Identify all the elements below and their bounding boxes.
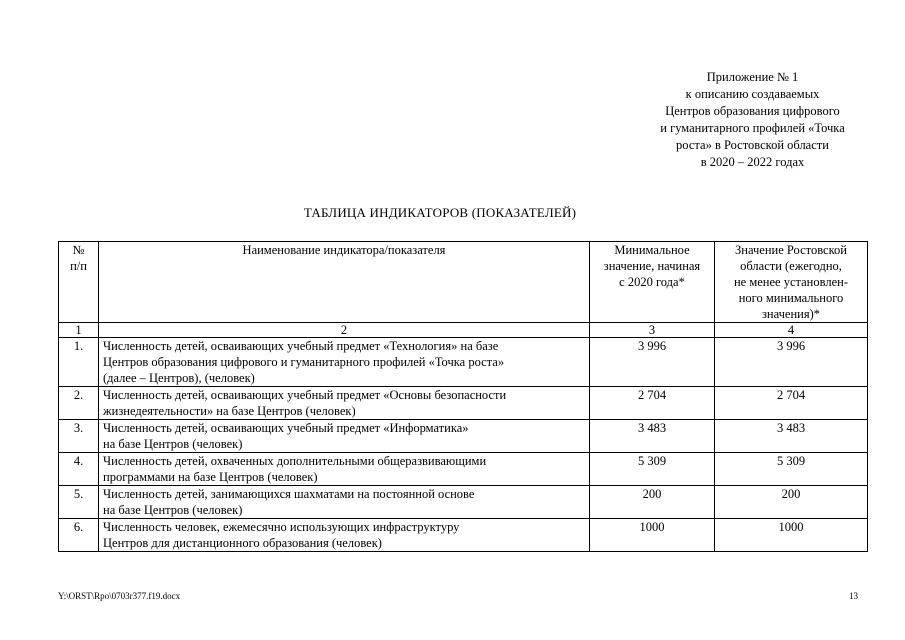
- header-num-line: №: [72, 243, 85, 257]
- row-name: [99, 519, 590, 552]
- column-number: 1: [59, 323, 99, 338]
- column-number: 4: [715, 323, 868, 338]
- row-name-line: Центров образования цифрового и гуманитарного профилей «Точка роста»: [103, 355, 505, 369]
- row-name-line: Численность детей, занимающихся шахматами на постоянной основе: [103, 487, 475, 501]
- row-min-value: 2 704: [590, 387, 715, 420]
- header-min-line: значение, начиная: [603, 259, 701, 273]
- header-rostov: [715, 242, 868, 323]
- table-row: [59, 453, 868, 486]
- footer-page-number: 13: [849, 591, 858, 601]
- header-rostov-line: не менее установлен-: [733, 275, 848, 289]
- row-name-line: Численность детей, осваивающих учебный предмет «Технология» на базе: [103, 339, 499, 353]
- row-num: 6.: [59, 519, 99, 552]
- appendix-line: к описанию создаваемых: [685, 87, 820, 101]
- header-num: [59, 242, 99, 323]
- appendix-line: Приложение № 1: [706, 70, 799, 84]
- indicators-table: [58, 241, 868, 552]
- table-row: [59, 338, 868, 387]
- header-min-line: Минимальное: [614, 243, 690, 257]
- row-num: 1.: [59, 338, 99, 387]
- table-header-row: [59, 242, 868, 323]
- header-name: [99, 242, 590, 323]
- row-rostov-value: 3 483: [715, 420, 868, 453]
- column-number-row: [59, 323, 868, 338]
- row-name-line: на базе Центров (человек): [103, 437, 243, 451]
- appendix-header: [620, 69, 885, 171]
- appendix-line: и гуманитарного профилей «Точка: [660, 121, 845, 135]
- header-rostov-line: ного минимального: [738, 291, 844, 305]
- appendix-line: роста» в Ростовской области: [676, 138, 829, 152]
- row-name-line: жизнедеятельности» на базе Центров (человек): [103, 404, 356, 418]
- row-rostov-value: 3 996: [715, 338, 868, 387]
- footer-file-path: Y:\ORST\Rpo\0703r377.f19.docx: [58, 591, 181, 601]
- row-rostov-value: 5 309: [715, 453, 868, 486]
- row-rostov-value: 200: [715, 486, 868, 519]
- header-num-line: п/п: [70, 259, 87, 273]
- table-row: [59, 387, 868, 420]
- row-min-value: 1000: [590, 519, 715, 552]
- header-rostov-line: значения)*: [761, 307, 821, 321]
- header-name-text: Наименование индикатора/показателя: [242, 243, 446, 257]
- row-min-value: 200: [590, 486, 715, 519]
- row-name: [99, 387, 590, 420]
- row-name-line: Численность детей, охваченных дополнительными общеразвивающими: [103, 454, 487, 468]
- row-rostov-value: 2 704: [715, 387, 868, 420]
- row-name: [99, 420, 590, 453]
- header-rostov-line: области (ежегодно,: [740, 259, 842, 273]
- table-row: [59, 519, 868, 552]
- row-min-value: 3 483: [590, 420, 715, 453]
- column-number: 2: [99, 323, 590, 338]
- column-number: 3: [590, 323, 715, 338]
- header-rostov-line: Значение Ростовской: [735, 243, 847, 257]
- row-num: 5.: [59, 486, 99, 519]
- header-min-line: с 2020 года*: [619, 275, 685, 289]
- row-name-line: Численность детей, осваивающих учебный предмет «Информатика»: [103, 421, 469, 435]
- table-row: [59, 420, 868, 453]
- row-name: [99, 486, 590, 519]
- row-name-line: Численность детей, осваивающих учебный предмет «Основы безопасности: [103, 388, 507, 402]
- table-row: [59, 486, 868, 519]
- table-title: ТАБЛИЦА ИНДИКАТОРОВ (ПОКАЗАТЕЛЕЙ): [303, 205, 577, 220]
- row-num: 3.: [59, 420, 99, 453]
- appendix-line: Центров образования цифрового: [665, 104, 840, 118]
- row-num: 2.: [59, 387, 99, 420]
- row-num: 4.: [59, 453, 99, 486]
- row-name-line: (далее – Центров), (человек): [103, 371, 255, 385]
- header-min: [590, 242, 715, 323]
- row-name-line: Центров для дистанционного образования (человек): [103, 536, 382, 550]
- row-name-line: программами на базе Центров (человек): [103, 470, 318, 484]
- row-name: [99, 453, 590, 486]
- appendix-line: в 2020 – 2022 годах: [700, 155, 805, 169]
- row-rostov-value: 1000: [715, 519, 868, 552]
- row-min-value: 5 309: [590, 453, 715, 486]
- row-min-value: 3 996: [590, 338, 715, 387]
- row-name: [99, 338, 590, 387]
- row-name-line: Численность человек, ежемесячно использующих инфраструктуру: [103, 520, 460, 534]
- row-name-line: на базе Центров (человек): [103, 503, 243, 517]
